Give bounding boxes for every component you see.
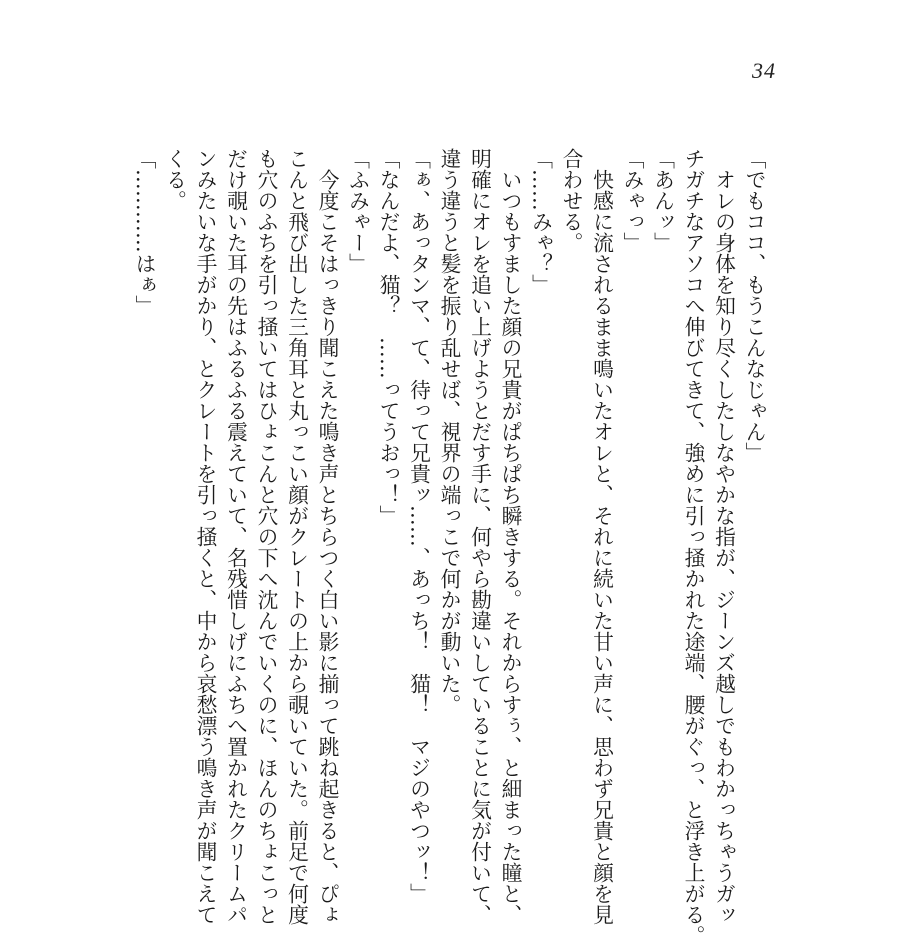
text-line: 「なんだよ、猫？ ……ってうおっ！」	[376, 148, 400, 526]
text-line: いつもすました顔の兄貴がぱちぱち瞬きする。それからすぅ、と細まった瞳と、	[498, 148, 522, 925]
text-line: 「…………はぁ」	[132, 148, 156, 316]
text-line: 「ふみゃー」	[345, 148, 370, 274]
text-line: も穴のふちを引っ掻いてはひょこんと穴の下へ沈んでいくのに、ほんのちょこっと	[254, 148, 278, 925]
body-text	[129, 148, 770, 946]
page-number: 34	[752, 58, 776, 83]
text-line: 「あんッ」	[650, 148, 675, 253]
text-line: くる。	[162, 148, 187, 211]
text-line: 「……みゃ？」	[528, 148, 553, 295]
text-line: ンみたいな手がかり、とクレートを引っ掻くと、中から哀愁漂う鳴き声が聞こえて	[193, 148, 217, 925]
text-line: 明確にオレを追い上げようとだす手に、何やら勘違いしていることに気が付いて、	[467, 148, 492, 925]
text-line: オレの身体を知り尽くしたしなやかな指が、ジーンズ越しでもわかっちゃうガッ	[711, 148, 736, 925]
text-line: こんと飛び出した三角耳と丸っこい顔がクレートの上から覗いていた。前足で何度	[284, 148, 309, 925]
text-line: 「でもココ、もうこんなじゃん」	[742, 148, 766, 463]
text-line: 合わせる。	[559, 148, 583, 253]
text-line: 今度こそはっきり聞こえた鳴き声とちらつく白い影に揃って跳ね起きると、ぴょ	[315, 148, 339, 925]
text-line: 「みゃっ」	[620, 148, 644, 253]
text-line: 快感に流されるまま鳴いたオレと、それに続いた甘い声に、思わず兄貴と顔を見	[589, 148, 614, 925]
text-line: チガチなアソコへ伸びてきて、強めに引っ掻かれた途端、腰がぐっ、と浮き上がる。	[681, 148, 705, 946]
text-line: 「ぁ、あっタンマ、て、待って兄貴ッ……、あっち！ 猫！ マジのやつッ！」	[406, 148, 431, 904]
text-line: 違う違うと髪を振り乱せば、視界の端っこで何かが動いた。	[437, 148, 461, 715]
text-line: だけ覗いた耳の先はふるふる震えていて、名残惜しげにふちへ置かれたクリームパ	[223, 148, 248, 925]
